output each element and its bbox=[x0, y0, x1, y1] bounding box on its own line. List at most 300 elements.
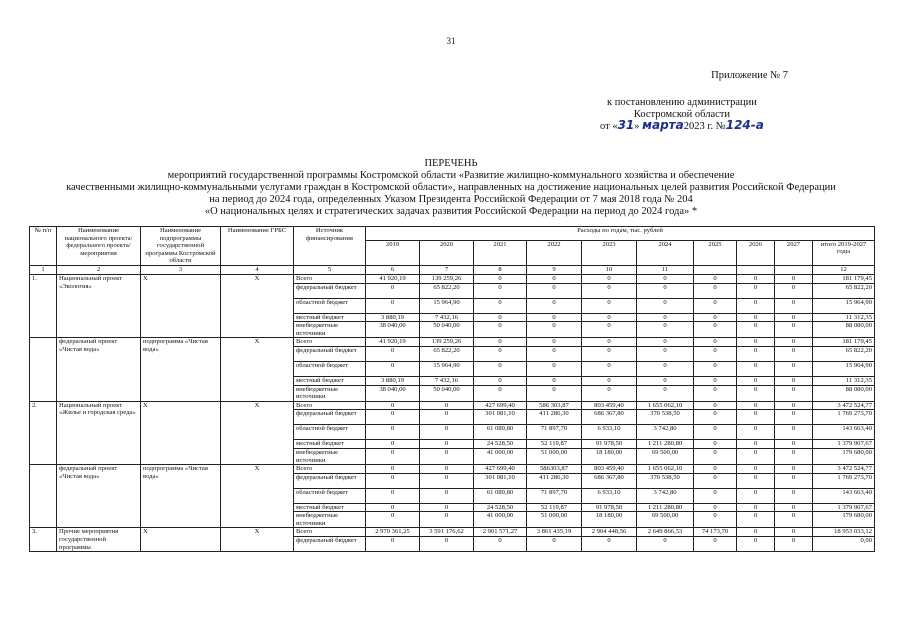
index-cell: 9 bbox=[527, 265, 582, 274]
value-cell: 0 bbox=[582, 274, 637, 283]
value-cell: 0 bbox=[420, 503, 474, 512]
total-cell: 18 953 033,12 bbox=[813, 528, 875, 537]
value-cell: 41 920,19 bbox=[366, 274, 420, 283]
value-cell: 0 bbox=[737, 322, 775, 338]
index-cell: 1 bbox=[30, 265, 57, 274]
value-cell: 586 303,87 bbox=[527, 401, 582, 410]
value-cell: 0 bbox=[582, 313, 637, 322]
value-cell: 3 861 435,19 bbox=[527, 528, 582, 537]
grbs-name: Х bbox=[221, 274, 294, 337]
value-cell: 3 880,19 bbox=[366, 376, 420, 385]
value-cell: 0 bbox=[737, 401, 775, 410]
value-cell: 0 bbox=[582, 346, 637, 361]
value-cell: 0 bbox=[737, 425, 775, 440]
value-cell: 0 bbox=[775, 346, 813, 361]
value-cell: 0 bbox=[775, 361, 813, 376]
table-body bbox=[30, 274, 875, 551]
title-line-1: мероприятий государственной программы Костромской области «Развитие жилищно-коммунального хозяйства и обеспечение bbox=[167, 170, 735, 181]
total-cell: 179 680,00 bbox=[813, 512, 875, 528]
value-cell: 0 bbox=[366, 503, 420, 512]
header-year: 2023 bbox=[582, 240, 637, 265]
value-cell: 0 bbox=[775, 385, 813, 401]
value-cell: 370 538,50 bbox=[637, 473, 694, 488]
total-cell: 1 379 907,67 bbox=[813, 503, 875, 512]
value-cell: 0 bbox=[694, 283, 737, 298]
index-cell: 7 bbox=[420, 265, 474, 274]
value-cell: 0 bbox=[474, 322, 527, 338]
value-cell: 0 bbox=[420, 465, 474, 474]
value-cell: 0 bbox=[694, 376, 737, 385]
value-cell: 41 000,00 bbox=[474, 512, 527, 528]
subprogram-name: Х bbox=[141, 528, 221, 552]
value-cell: 686 367,80 bbox=[582, 410, 637, 425]
value-cell: 0 bbox=[775, 465, 813, 474]
total-cell: 3 472 524,77 bbox=[813, 465, 875, 474]
value-cell: 0 bbox=[582, 385, 637, 401]
value-cell: 7 432,16 bbox=[420, 313, 474, 322]
value-cell: 0 bbox=[775, 376, 813, 385]
value-cell: 0 bbox=[737, 283, 775, 298]
index-cell bbox=[775, 265, 813, 274]
value-cell: 24 528,50 bbox=[474, 440, 527, 449]
header-source: Источник финансирования bbox=[294, 227, 366, 266]
funding-source: Всего bbox=[294, 401, 366, 410]
value-cell: 0 bbox=[582, 298, 637, 313]
value-cell: 0 bbox=[775, 322, 813, 338]
value-cell: 38 040,00 bbox=[366, 322, 420, 338]
value-cell: 0 bbox=[582, 376, 637, 385]
value-cell: 0 bbox=[474, 346, 527, 361]
value-cell: 0 bbox=[527, 283, 582, 298]
value-cell: 69 500,00 bbox=[637, 512, 694, 528]
row-number bbox=[30, 465, 57, 528]
value-cell: 0 bbox=[694, 322, 737, 338]
total-cell: 15 964,90 bbox=[813, 361, 875, 376]
value-cell: 0 bbox=[737, 473, 775, 488]
value-cell: 2 970 361,25 bbox=[366, 528, 420, 537]
value-cell: 803 459,40 bbox=[582, 401, 637, 410]
funding-source: Всего bbox=[294, 528, 366, 537]
value-cell: 0 bbox=[737, 488, 775, 503]
value-cell: 91 978,50 bbox=[582, 440, 637, 449]
value-cell: 0 bbox=[737, 298, 775, 313]
header-subprogram: Наименование подпрограммы государственной программы Костромской области bbox=[141, 227, 221, 266]
index-cell: 12 bbox=[813, 265, 875, 274]
total-cell: 1 379 907,67 bbox=[813, 440, 875, 449]
value-cell: 71 897,70 bbox=[527, 488, 582, 503]
total-cell: 65 822,20 bbox=[813, 346, 875, 361]
header-year: 2027 bbox=[775, 240, 813, 265]
value-cell: 0 bbox=[694, 338, 737, 347]
measures-table bbox=[29, 226, 875, 552]
value-cell: 0 bbox=[527, 385, 582, 401]
funding-source: местный бюджет bbox=[294, 376, 366, 385]
funding-source: внебюджетные источники bbox=[294, 322, 366, 338]
value-cell: 0 bbox=[474, 361, 527, 376]
value-cell: 0 bbox=[527, 298, 582, 313]
handwritten-day: 31 bbox=[617, 118, 635, 132]
resolution-line-2: Костромской области bbox=[633, 108, 730, 120]
value-cell: 0 bbox=[637, 283, 694, 298]
value-cell: 0 bbox=[366, 410, 420, 425]
value-cell: 65 822,20 bbox=[420, 346, 474, 361]
value-cell: 0 bbox=[637, 385, 694, 401]
value-cell: 0 bbox=[474, 537, 527, 552]
funding-source: областной бюджет bbox=[294, 361, 366, 376]
grbs-name: Х bbox=[221, 338, 294, 401]
total-cell: 65 822,20 bbox=[813, 283, 875, 298]
value-cell: 0 bbox=[694, 488, 737, 503]
funding-source: внебюджетные источники bbox=[294, 512, 366, 528]
value-cell: 0 bbox=[474, 385, 527, 401]
project-name: Национальный проект «Экология» bbox=[57, 274, 141, 337]
value-cell: 411 286,30 bbox=[527, 473, 582, 488]
resolution-line-1: к постановлению администрации bbox=[607, 97, 757, 108]
value-cell: 0 bbox=[366, 465, 420, 474]
value-cell: 0 bbox=[366, 537, 420, 552]
value-cell: 0 bbox=[527, 313, 582, 322]
value-cell: 0 bbox=[737, 338, 775, 347]
total-cell: 3 472 524,77 bbox=[813, 401, 875, 410]
value-cell: 0 bbox=[637, 376, 694, 385]
header-year: 2021 bbox=[474, 240, 527, 265]
value-cell: 41 920,19 bbox=[366, 338, 420, 347]
value-cell: 0 bbox=[366, 425, 420, 440]
value-cell: 0 bbox=[474, 283, 527, 298]
value-cell: 69 500,00 bbox=[637, 448, 694, 464]
value-cell: 0 bbox=[420, 440, 474, 449]
value-cell: 2 901 571,27 bbox=[474, 528, 527, 537]
value-cell: 51 000,00 bbox=[527, 512, 582, 528]
row-number: 3. bbox=[30, 528, 57, 552]
total-cell: 0,00 bbox=[813, 537, 875, 552]
handwritten-number: 124-а bbox=[725, 118, 764, 132]
header-project: Наименование национального проекта/ федерального проекта/мероприятия bbox=[57, 227, 141, 266]
value-cell: 0 bbox=[737, 465, 775, 474]
value-cell: 1 211 280,80 bbox=[637, 440, 694, 449]
project-name: федеральный проект «Чистая вода» bbox=[57, 338, 141, 401]
value-cell: 0 bbox=[737, 537, 775, 552]
value-cell: 15 964,90 bbox=[420, 361, 474, 376]
value-cell: 0 bbox=[474, 313, 527, 322]
index-cell: 11 bbox=[637, 265, 694, 274]
value-cell: 0 bbox=[694, 537, 737, 552]
value-cell: 1 655 062,10 bbox=[637, 401, 694, 410]
title-line-4: «О национальных целях и стратегических задачах развития Российской Федерации на период до 2024 года» * bbox=[204, 206, 698, 217]
value-cell: 0 bbox=[527, 274, 582, 283]
funding-source: местный бюджет bbox=[294, 503, 366, 512]
value-cell: 0 bbox=[775, 448, 813, 464]
value-cell: 0 bbox=[474, 376, 527, 385]
value-cell: 0 bbox=[775, 473, 813, 488]
value-cell: 0 bbox=[775, 503, 813, 512]
funding-source: федеральный бюджет bbox=[294, 537, 366, 552]
date-mid: » bbox=[634, 121, 643, 132]
value-cell: 51 000,00 bbox=[527, 448, 582, 464]
value-cell: 1 655 062,10 bbox=[637, 465, 694, 474]
grbs-name: Х bbox=[221, 465, 294, 528]
header-year: 2022 bbox=[527, 240, 582, 265]
header-year: 2026 bbox=[737, 240, 775, 265]
value-cell: 0 bbox=[582, 537, 637, 552]
header-grbs: Наименование ГРБС bbox=[221, 227, 294, 266]
funding-source: Всего bbox=[294, 274, 366, 283]
value-cell: 52 119,87 bbox=[527, 503, 582, 512]
value-cell: 0 bbox=[775, 401, 813, 410]
value-cell: 0 bbox=[366, 298, 420, 313]
value-cell: 0 bbox=[694, 440, 737, 449]
value-cell: 370 538,50 bbox=[637, 410, 694, 425]
value-cell: 0 bbox=[737, 313, 775, 322]
page-number: 31 bbox=[446, 36, 456, 46]
value-cell: 0 bbox=[737, 448, 775, 464]
value-cell: 0 bbox=[775, 410, 813, 425]
value-cell: 0 bbox=[775, 283, 813, 298]
row-number: 2. bbox=[30, 401, 57, 464]
value-cell: 0 bbox=[527, 346, 582, 361]
value-cell: 7 432,16 bbox=[420, 376, 474, 385]
value-cell: 0 bbox=[366, 361, 420, 376]
value-cell: 2 649 866,53 bbox=[637, 528, 694, 537]
value-cell: 3 591 176,62 bbox=[420, 528, 474, 537]
value-cell: 0 bbox=[737, 346, 775, 361]
subprogram-name: подпрограмма «Чистая вода» bbox=[141, 465, 221, 528]
value-cell: 18 180,00 bbox=[582, 448, 637, 464]
value-cell: 0 bbox=[694, 385, 737, 401]
funding-source: областной бюджет bbox=[294, 298, 366, 313]
value-cell: 0 bbox=[737, 512, 775, 528]
value-cell: 0 bbox=[694, 473, 737, 488]
value-cell: 139 259,26 bbox=[420, 338, 474, 347]
funding-source: Всего bbox=[294, 465, 366, 474]
value-cell: 0 bbox=[582, 322, 637, 338]
value-cell: 411 286,30 bbox=[527, 410, 582, 425]
value-cell: 0 bbox=[637, 338, 694, 347]
value-cell: 18 180,00 bbox=[582, 512, 637, 528]
project-name: федеральный проект «Чистая вода» bbox=[57, 465, 141, 528]
value-cell: 0 bbox=[694, 361, 737, 376]
total-cell: 179 680,00 bbox=[813, 448, 875, 464]
value-cell: 0 bbox=[694, 512, 737, 528]
value-cell: 686 367,80 bbox=[582, 473, 637, 488]
value-cell: 0 bbox=[737, 376, 775, 385]
value-cell: 0 bbox=[420, 425, 474, 440]
index-cell: 4 bbox=[221, 265, 294, 274]
value-cell: 0 bbox=[775, 528, 813, 537]
index-cell bbox=[737, 265, 775, 274]
value-cell: 0 bbox=[737, 503, 775, 512]
value-cell: 0 bbox=[737, 361, 775, 376]
value-cell: 65 822,20 bbox=[420, 283, 474, 298]
value-cell: 0 bbox=[637, 322, 694, 338]
value-cell: 3 742,80 bbox=[637, 425, 694, 440]
value-cell: 0 bbox=[737, 410, 775, 425]
value-cell: 0 bbox=[420, 448, 474, 464]
value-cell: 0 bbox=[694, 410, 737, 425]
value-cell: 0 bbox=[694, 503, 737, 512]
value-cell: 0 bbox=[582, 361, 637, 376]
funding-source: областной бюджет bbox=[294, 425, 366, 440]
index-cell bbox=[694, 265, 737, 274]
grbs-name: Х bbox=[221, 528, 294, 552]
value-cell: 0 bbox=[420, 537, 474, 552]
grbs-name: Х bbox=[221, 401, 294, 464]
total-cell: 143 663,40 bbox=[813, 425, 875, 440]
date-year: 2023 г. № bbox=[683, 121, 726, 132]
value-cell: 0 bbox=[694, 313, 737, 322]
date-prefix: от « bbox=[600, 121, 618, 132]
value-cell: 38 040,00 bbox=[366, 385, 420, 401]
value-cell: 427 699,40 bbox=[474, 401, 527, 410]
value-cell: 24 528,50 bbox=[474, 503, 527, 512]
value-cell: 0 bbox=[637, 346, 694, 361]
value-cell: 0 bbox=[527, 338, 582, 347]
funding-source: местный бюджет bbox=[294, 440, 366, 449]
header-year: 2020 bbox=[420, 240, 474, 265]
index-cell: 2 bbox=[57, 265, 141, 274]
subprogram-name: Х bbox=[141, 274, 221, 337]
value-cell: 0 bbox=[582, 283, 637, 298]
header-year: 2025 bbox=[694, 240, 737, 265]
index-cell: 5 bbox=[294, 265, 366, 274]
resolution-block bbox=[600, 97, 764, 133]
value-cell: 0 bbox=[366, 488, 420, 503]
value-cell: 0 bbox=[366, 448, 420, 464]
value-cell: 301 081,10 bbox=[474, 410, 527, 425]
funding-source: внебюджетные источники bbox=[294, 448, 366, 464]
column-index-row bbox=[30, 265, 875, 274]
value-cell: 0 bbox=[737, 528, 775, 537]
value-cell: 0 bbox=[366, 346, 420, 361]
value-cell: 0 bbox=[637, 313, 694, 322]
value-cell: 0 bbox=[527, 361, 582, 376]
total-cell: 11 312,35 bbox=[813, 313, 875, 322]
funding-source: местный бюджет bbox=[294, 313, 366, 322]
header-year: 2019 bbox=[366, 240, 420, 265]
header-year: 2024 bbox=[637, 240, 694, 265]
index-cell: 8 bbox=[474, 265, 527, 274]
table-row bbox=[30, 401, 875, 410]
row-number bbox=[30, 338, 57, 401]
value-cell: 0 bbox=[775, 313, 813, 322]
table-row bbox=[30, 338, 875, 347]
index-cell: 10 bbox=[582, 265, 637, 274]
total-cell: 181 179,45 bbox=[813, 338, 875, 347]
header-total: итого 2019-2027 годы bbox=[813, 240, 875, 265]
table-row bbox=[30, 528, 875, 537]
value-cell: 15 964,90 bbox=[420, 298, 474, 313]
value-cell: 803 459,40 bbox=[582, 465, 637, 474]
value-cell: 139 259,26 bbox=[420, 274, 474, 283]
value-cell: 0 bbox=[527, 322, 582, 338]
value-cell: 61 089,80 bbox=[474, 488, 527, 503]
value-cell: 0 bbox=[775, 488, 813, 503]
index-cell: 3 bbox=[141, 265, 221, 274]
handwritten-month: марта bbox=[642, 118, 684, 132]
subprogram-name: Х bbox=[141, 401, 221, 464]
value-cell: 2 904 448,56 bbox=[582, 528, 637, 537]
value-cell: 41 000,00 bbox=[474, 448, 527, 464]
document-title bbox=[0, 158, 902, 218]
funding-source: областной бюджет bbox=[294, 488, 366, 503]
value-cell: 0 bbox=[775, 338, 813, 347]
value-cell: 0 bbox=[775, 298, 813, 313]
value-cell: 6 933,10 bbox=[582, 425, 637, 440]
total-cell: 88 080,00 bbox=[813, 322, 875, 338]
value-cell: 0 bbox=[420, 473, 474, 488]
value-cell: 0 bbox=[694, 401, 737, 410]
total-cell: 1 769 273,70 bbox=[813, 473, 875, 488]
value-cell: 50 040,00 bbox=[420, 322, 474, 338]
funding-source: федеральный бюджет bbox=[294, 346, 366, 361]
value-cell: 0 bbox=[775, 512, 813, 528]
value-cell: 427 699,40 bbox=[474, 465, 527, 474]
value-cell: 0 bbox=[737, 385, 775, 401]
value-cell: 0 bbox=[737, 440, 775, 449]
funding-source: внебюджетные источники bbox=[294, 385, 366, 401]
value-cell: 91 978,50 bbox=[582, 503, 637, 512]
value-cell: 71 897,70 bbox=[527, 425, 582, 440]
value-cell: 0 bbox=[637, 361, 694, 376]
value-cell: 301 081,10 bbox=[474, 473, 527, 488]
value-cell: 0 bbox=[637, 298, 694, 313]
title-line-3: на период до 2024 года, определенных Указом Президента Российской Федерации от 7 мая 2018 года № 204 bbox=[209, 194, 693, 205]
index-cell: 6 bbox=[366, 265, 420, 274]
value-cell: 0 bbox=[420, 401, 474, 410]
value-cell: 0 bbox=[694, 448, 737, 464]
table-row bbox=[30, 465, 875, 474]
subprogram-name: подпрограмма «Чистая вода» bbox=[141, 338, 221, 401]
total-cell: 1 769 273,70 bbox=[813, 410, 875, 425]
value-cell: 0 bbox=[420, 512, 474, 528]
value-cell: 0 bbox=[637, 537, 694, 552]
value-cell: 0 bbox=[775, 440, 813, 449]
value-cell: 0 bbox=[366, 512, 420, 528]
value-cell: 1 211 280,80 bbox=[637, 503, 694, 512]
value-cell: 3 742,80 bbox=[637, 488, 694, 503]
value-cell: 0 bbox=[474, 298, 527, 313]
value-cell: 0 bbox=[694, 425, 737, 440]
project-name: Прочие мероприятия государственной программы bbox=[57, 528, 141, 552]
value-cell: 52 119,87 bbox=[527, 440, 582, 449]
value-cell: 0 bbox=[737, 274, 775, 283]
value-cell: 0 bbox=[420, 488, 474, 503]
total-cell: 143 663,40 bbox=[813, 488, 875, 503]
value-cell: 0 bbox=[366, 473, 420, 488]
funding-source: федеральный бюджет bbox=[294, 410, 366, 425]
total-cell: 15 964,90 bbox=[813, 298, 875, 313]
title-line-2: качественными жилищно-коммунальными услугами граждан в Костромской области», направленных на достижение национальных целей развития Российской Федерации bbox=[66, 182, 836, 193]
value-cell: 586303,87 bbox=[527, 465, 582, 474]
header-num: № п/п bbox=[30, 227, 57, 266]
value-cell: 0 bbox=[694, 346, 737, 361]
value-cell: 0 bbox=[366, 440, 420, 449]
funding-source: федеральный бюджет bbox=[294, 283, 366, 298]
value-cell: 74 173,70 bbox=[694, 528, 737, 537]
value-cell: 0 bbox=[420, 410, 474, 425]
total-cell: 11 312,35 bbox=[813, 376, 875, 385]
value-cell: 0 bbox=[366, 283, 420, 298]
value-cell: 0 bbox=[527, 537, 582, 552]
value-cell: 50 040,00 bbox=[420, 385, 474, 401]
value-cell: 0 bbox=[637, 274, 694, 283]
appendix-label: Приложение № 7 bbox=[711, 70, 788, 81]
funding-source: федеральный бюджет bbox=[294, 473, 366, 488]
resolution-date-line bbox=[600, 120, 764, 133]
value-cell: 0 bbox=[694, 298, 737, 313]
value-cell: 0 bbox=[775, 537, 813, 552]
total-cell: 181 179,45 bbox=[813, 274, 875, 283]
